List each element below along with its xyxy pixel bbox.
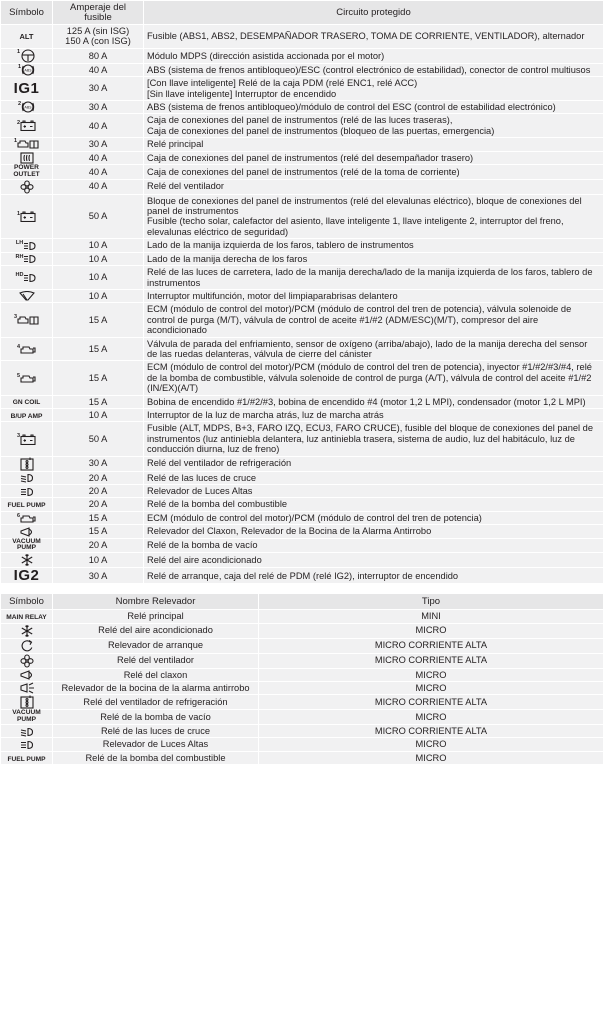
fuse-circuit: Relé de la bomba de vacío bbox=[144, 538, 603, 553]
header-type: Tipo bbox=[259, 594, 603, 610]
symbol-cell bbox=[1, 63, 53, 76]
fuse-amperage: 80 A bbox=[53, 48, 144, 63]
symbol-index: 3 bbox=[13, 313, 18, 320]
fuse-circuit: Relé de las luces de carretera, lado de la manija derecha/lado de la manija izquierda de los faros, tablero de instrumentos bbox=[144, 266, 603, 290]
symbol-cell bbox=[1, 695, 53, 710]
symbol-cell bbox=[1, 151, 53, 164]
symbol-cell bbox=[1, 252, 53, 265]
fuse-circuit: Relé del aire acondicionado bbox=[144, 553, 603, 568]
fuse-amperage: 30 A bbox=[53, 456, 144, 471]
wiper-icon bbox=[19, 291, 35, 302]
symbol-index: 2 bbox=[17, 101, 22, 108]
relay-name: Relé de la bomba de vacío bbox=[53, 710, 259, 725]
fuse-circuit: Válvula de parada del enfriamiento, sensor de oxígeno (arriba/abajo), lado de la manija derecha del sensor de las ruedas delanteras, válvula de cierre del cánister bbox=[144, 337, 603, 361]
fuse-circuit: ABS (sistema de frenos antibloqueo)/ESC (control electrónico de estabilidad), conector de control multiusos bbox=[144, 63, 603, 76]
battery-icon bbox=[17, 120, 36, 131]
symbol-cell bbox=[1, 289, 53, 302]
symbol-cell bbox=[1, 303, 53, 337]
symbol-label bbox=[1, 751, 53, 764]
symbol-label bbox=[1, 610, 53, 623]
fuse-table-body bbox=[1, 25, 603, 584]
header-circuit: Circuito protegido bbox=[144, 1, 603, 25]
header-amperage: Amperaje del fusible bbox=[53, 1, 144, 25]
headlamp-icon bbox=[16, 254, 38, 265]
fuse-circuit: Caja de conexiones del panel de instrumentos (relé de las luces traseras), Caja de conexiones del panel de instrumentos (bloqueo de las puertas, emergencia) bbox=[144, 114, 603, 138]
symbol-cell bbox=[1, 738, 53, 751]
header-relay-name: Nombre Relevador bbox=[53, 594, 259, 610]
fuse-circuit: ABS (sistema de frenos antibloqueo)/módulo de control del ESC (control de estabilidad electrónico) bbox=[144, 101, 603, 114]
horn-icon bbox=[19, 526, 35, 537]
symbol-text: IG1 bbox=[13, 80, 40, 98]
fuse-amperage: 40 A bbox=[53, 165, 144, 180]
ac-snowflake-icon bbox=[20, 624, 34, 638]
fuse-row bbox=[1, 77, 603, 101]
fuse-amperage: 30 A bbox=[53, 101, 144, 114]
svg-text:ABS: ABS bbox=[24, 68, 32, 73]
high-beam-icon bbox=[20, 486, 34, 497]
symbol-cell bbox=[1, 101, 53, 114]
relay-type: MICRO CORRIENTE ALTA bbox=[259, 725, 603, 738]
relay-type: MICRO CORRIENTE ALTA bbox=[259, 653, 603, 668]
relay-name: Relé de las luces de cruce bbox=[53, 725, 259, 738]
fuse-row bbox=[1, 194, 603, 239]
relay-row bbox=[1, 682, 603, 695]
fuse-row bbox=[1, 395, 603, 408]
symbol-index: 5 bbox=[16, 372, 21, 379]
cooling-fan-icon bbox=[20, 695, 34, 709]
fuse-row bbox=[1, 361, 603, 395]
steering-wheel-icon bbox=[17, 49, 36, 63]
fuse-amperage: 10 A bbox=[53, 289, 144, 302]
symbol-index: 1 bbox=[17, 64, 22, 71]
symbol-cell bbox=[1, 138, 53, 151]
fuse-row bbox=[1, 179, 603, 194]
symbol-text: POWER OUTLET bbox=[13, 164, 40, 178]
fuse-row bbox=[1, 151, 603, 164]
fuse-row bbox=[1, 289, 603, 302]
relay-row bbox=[1, 725, 603, 738]
symbol-cell bbox=[1, 725, 53, 738]
relay-type: MICRO CORRIENTE ALTA bbox=[259, 695, 603, 710]
symbol-index: LH bbox=[15, 240, 24, 247]
engine-icon bbox=[17, 373, 36, 383]
symbol-cell bbox=[1, 668, 53, 681]
engine-book-icon bbox=[14, 314, 39, 326]
fuse-amperage: 10 A bbox=[53, 239, 144, 252]
symbol-index: 2 bbox=[16, 120, 21, 127]
relay-name: Relé del aire acondicionado bbox=[53, 623, 259, 638]
starter-icon bbox=[20, 639, 34, 653]
fuse-amperage: 10 A bbox=[53, 252, 144, 265]
fuse-amperage: 40 A bbox=[53, 63, 144, 76]
cooling-fan-icon bbox=[20, 457, 34, 471]
relay-row bbox=[1, 751, 603, 764]
relay-table bbox=[0, 593, 603, 765]
fuse-amperage: 15 A bbox=[53, 395, 144, 408]
symbol-cell bbox=[1, 638, 53, 653]
symbol-cell bbox=[1, 194, 53, 239]
fuse-amperage: 30 A bbox=[53, 77, 144, 101]
symbol-text: MAIN RELAY bbox=[6, 614, 47, 622]
symbol-text: GN COIL bbox=[12, 399, 41, 407]
symbol-text: VACUUM PUMP bbox=[12, 709, 41, 724]
fuse-circuit: Caja de conexiones del panel de instrumentos (relé del desempañador trasero) bbox=[144, 151, 603, 164]
symbol-label bbox=[1, 395, 53, 408]
fuse-row bbox=[1, 63, 603, 76]
relay-type: MICRO bbox=[259, 623, 603, 638]
fuse-amperage: 50 A bbox=[53, 194, 144, 239]
symbol-index: 3 bbox=[16, 433, 21, 440]
relay-name: Relé de la bomba del combustible bbox=[53, 751, 259, 764]
battery-icon bbox=[17, 433, 36, 444]
fuse-amperage: 10 A bbox=[53, 408, 144, 421]
fuse-circuit: Relé del ventilador bbox=[144, 179, 603, 194]
symbol-cell bbox=[1, 653, 53, 668]
fuse-amperage: 40 A bbox=[53, 151, 144, 164]
symbol-label bbox=[1, 25, 53, 49]
abs-icon bbox=[18, 101, 35, 113]
relay-name: Relé del ventilador bbox=[53, 653, 259, 668]
relay-type: MICRO bbox=[259, 710, 603, 725]
header-symbol: Símbolo bbox=[1, 594, 53, 610]
fuse-row bbox=[1, 553, 603, 568]
symbol-cell bbox=[1, 239, 53, 252]
symbol-cell bbox=[1, 266, 53, 290]
fuse-row bbox=[1, 422, 603, 456]
relay-row bbox=[1, 738, 603, 751]
fuse-row bbox=[1, 471, 603, 484]
rear-defroster-icon bbox=[20, 152, 34, 164]
fuse-amperage: 20 A bbox=[53, 498, 144, 511]
relay-type: MICRO bbox=[259, 668, 603, 681]
symbol-index: 1 bbox=[16, 48, 21, 55]
symbol-cell bbox=[1, 361, 53, 395]
fuse-circuit: Relevador de Luces Altas bbox=[144, 485, 603, 498]
symbol-index: HD bbox=[15, 272, 24, 279]
fuse-circuit: Bloque de conexiones del panel de instrumentos (relé del elevalunas eléctrico), bloque de conexiones del panel de instrumentos Fusible (techo solar, calefactor del asiento, llave inteligente 1, llave inteligente 2, interruptor del freno, elevalunas eléctrico de seguridad) bbox=[144, 194, 603, 239]
symbol-index: 6 bbox=[16, 512, 21, 519]
fuse-amperage: 30 A bbox=[53, 138, 144, 151]
symbol-text: IG2 bbox=[13, 567, 40, 585]
fuse-circuit: Relé de la bomba del combustible bbox=[144, 498, 603, 511]
symbol-cell bbox=[1, 682, 53, 695]
low-beam-icon bbox=[20, 726, 34, 737]
fuse-row bbox=[1, 568, 603, 584]
fuse-amperage: 30 A bbox=[53, 568, 144, 584]
relay-row bbox=[1, 695, 603, 710]
fan-icon bbox=[20, 180, 34, 194]
symbol-label bbox=[1, 568, 53, 584]
symbol-cell bbox=[1, 48, 53, 63]
symbol-cell bbox=[1, 422, 53, 456]
relay-row bbox=[1, 623, 603, 638]
symbol-label bbox=[1, 498, 53, 511]
symbol-text: FUEL PUMP bbox=[7, 502, 46, 510]
relay-type: MICRO CORRIENTE ALTA bbox=[259, 638, 603, 653]
fuse-amperage: 40 A bbox=[53, 179, 144, 194]
fuse-amperage: 15 A bbox=[53, 525, 144, 538]
fuse-amperage: 125 A (sin ISG) 150 A (con ISG) bbox=[53, 25, 144, 49]
fuse-circuit: Relé principal bbox=[144, 138, 603, 151]
engine-book-icon bbox=[14, 138, 39, 150]
fuse-row bbox=[1, 485, 603, 498]
symbol-cell bbox=[1, 471, 53, 484]
low-beam-icon bbox=[20, 473, 34, 484]
symbol-cell bbox=[1, 485, 53, 498]
relay-name: Relé principal bbox=[53, 610, 259, 623]
symbol-index: 1 bbox=[16, 210, 21, 217]
symbol-cell bbox=[1, 553, 53, 568]
symbol-label bbox=[1, 77, 53, 101]
ac-snowflake-icon bbox=[20, 553, 34, 567]
relay-row bbox=[1, 668, 603, 681]
fuse-row bbox=[1, 498, 603, 511]
fuse-row bbox=[1, 25, 603, 49]
relay-row bbox=[1, 638, 603, 653]
symbol-label bbox=[1, 710, 53, 725]
fuse-row bbox=[1, 101, 603, 114]
fuse-amperage: 20 A bbox=[53, 471, 144, 484]
fuse-row bbox=[1, 165, 603, 180]
symbol-text: ALT bbox=[19, 31, 34, 41]
relay-name: Relevador de arranque bbox=[53, 638, 259, 653]
relay-name: Relevador de Luces Altas bbox=[53, 738, 259, 751]
fuse-amperage: 40 A bbox=[53, 114, 144, 138]
fuse-circuit: Fusible (ABS1, ABS2, DESEMPAÑADOR TRASERO, TOMA DE CORRIENTE, VENTILADOR), alternador bbox=[144, 25, 603, 49]
engine-icon bbox=[17, 513, 36, 523]
relay-type: MINI bbox=[259, 610, 603, 623]
fuse-circuit: Lado de la manija izquierda de los faros, tablero de instrumentos bbox=[144, 239, 603, 252]
abs-icon bbox=[18, 64, 35, 76]
fuse-amperage: 10 A bbox=[53, 553, 144, 568]
fuse-circuit: Relé de las luces de cruce bbox=[144, 471, 603, 484]
fuse-circuit: Caja de conexiones del panel de instrumentos (relé de la toma de corriente) bbox=[144, 165, 603, 180]
relay-type: MICRO bbox=[259, 738, 603, 751]
svg-text:ABS: ABS bbox=[24, 105, 32, 110]
fuse-row bbox=[1, 408, 603, 421]
fuse-amperage: 50 A bbox=[53, 422, 144, 456]
fuse-row bbox=[1, 456, 603, 471]
symbol-cell bbox=[1, 456, 53, 471]
fuse-row bbox=[1, 266, 603, 290]
fuse-amperage: 20 A bbox=[53, 538, 144, 553]
relay-table-body bbox=[1, 610, 603, 765]
symbol-text: VACUUM PUMP bbox=[12, 537, 41, 552]
fuse-row bbox=[1, 525, 603, 538]
fuse-row bbox=[1, 114, 603, 138]
fuse-circuit: Relé del ventilador de refrigeración bbox=[144, 456, 603, 471]
symbol-text: B/UP AMP bbox=[10, 412, 43, 420]
horn-icon bbox=[19, 670, 35, 681]
fuse-circuit: [Con llave inteligente] Relé de la caja PDM (relé ENC1, relé ACC) [Sin llave inteligente] Interruptor de encendido bbox=[144, 77, 603, 101]
symbol-cell bbox=[1, 525, 53, 538]
engine-icon bbox=[17, 344, 36, 354]
fuse-amperage: 15 A bbox=[53, 303, 144, 337]
fuse-amperage: 15 A bbox=[53, 337, 144, 361]
relay-row bbox=[1, 653, 603, 668]
symbol-cell bbox=[1, 623, 53, 638]
fuse-table-header bbox=[1, 1, 603, 25]
relay-row bbox=[1, 710, 603, 725]
fuse-row bbox=[1, 138, 603, 151]
fuse-circuit: Lado de la manija derecha de los faros bbox=[144, 252, 603, 265]
symbol-label bbox=[1, 165, 53, 180]
symbol-cell bbox=[1, 511, 53, 524]
fuse-circuit: Relé de arranque, caja del relé de PDM (relé IG2), interruptor de encendido bbox=[144, 568, 603, 584]
table-gap bbox=[0, 584, 603, 593]
alarm-horn-icon bbox=[19, 682, 35, 694]
symbol-text: FUEL PUMP bbox=[7, 755, 46, 763]
fuse-amperage: 15 A bbox=[53, 361, 144, 395]
battery-icon bbox=[17, 211, 36, 222]
fuse-circuit: Interruptor de la luz de marcha atrás, luz de marcha atrás bbox=[144, 408, 603, 421]
relay-name: Relé del claxon bbox=[53, 668, 259, 681]
fuse-amperage: 10 A bbox=[53, 266, 144, 290]
fuse-row bbox=[1, 337, 603, 361]
fan-icon bbox=[20, 654, 34, 668]
symbol-index: RH bbox=[15, 253, 24, 260]
relay-name: Relevador de la bocina de la alarma antirrobo bbox=[53, 682, 259, 695]
fuse-row bbox=[1, 239, 603, 252]
fuse-amperage: 15 A bbox=[53, 511, 144, 524]
fuse-row bbox=[1, 303, 603, 337]
fuse-circuit: ECM (módulo de control del motor)/PCM (módulo de control del tren de potencia), inyector #1/#2/#3/#4, relé de la bomba de combustible, válvula solenoide de control de purga (A/T), válvula de control del aceite #1/#2 (IN/EX)(A/T) bbox=[144, 361, 603, 395]
fuse-circuit: ECM (módulo de control del motor)/PCM (módulo de control del tren de potencia), válvula solenoide de control de purga (M/T), válvula de control de aceite #1/#2 (ADM/ESC)(M/T), compresor del aire acondicionado bbox=[144, 303, 603, 337]
relay-name: Relé del ventilador de refrigeración bbox=[53, 695, 259, 710]
relay-row bbox=[1, 610, 603, 623]
fuse-row bbox=[1, 538, 603, 553]
symbol-cell bbox=[1, 114, 53, 138]
symbol-label bbox=[1, 538, 53, 553]
high-beam-icon bbox=[20, 740, 34, 751]
fuse-row bbox=[1, 511, 603, 524]
symbol-index: 4 bbox=[16, 343, 21, 350]
fuse-circuit: Módulo MDPS (dirección asistida accionada por el motor) bbox=[144, 48, 603, 63]
relay-table-header bbox=[1, 594, 603, 610]
symbol-cell bbox=[1, 337, 53, 361]
fuse-circuit: Interruptor multifunción, motor del limpiaparabrisas delantero bbox=[144, 289, 603, 302]
symbol-cell bbox=[1, 179, 53, 194]
headlamp-icon bbox=[16, 240, 37, 251]
relay-type: MICRO bbox=[259, 751, 603, 764]
header-symbol: Símbolo bbox=[1, 1, 53, 25]
fuse-circuit: Fusible (ALT, MDPS, B+3, FARO IZQ, ECU3, FARO CRUCE), fusible del bloque de conexiones del panel de instrumentos (luz antiniebla delantera, luz antiniebla trasera, sistema de audio, luz del habitáculo, luz de conducción diurna, luz de freno) bbox=[144, 422, 603, 456]
fuse-circuit: Relevador del Claxon, Relevador de la Bocina de la Alarma Antirrobo bbox=[144, 525, 603, 538]
fuse-circuit: ECM (módulo de control del motor)/PCM (módulo de control del tren de potencia) bbox=[144, 511, 603, 524]
symbol-label bbox=[1, 408, 53, 421]
relay-type: MICRO bbox=[259, 682, 603, 695]
fuse-row bbox=[1, 252, 603, 265]
fuse-amperage: 20 A bbox=[53, 485, 144, 498]
headlamp-icon bbox=[16, 272, 38, 283]
symbol-index: 1 bbox=[13, 138, 18, 145]
fuse-row bbox=[1, 48, 603, 63]
fuse-circuit: Bobina de encendido #1/#2/#3, bobina de encendido #4 (motor 1,2 L MPI), condensador (motor 1,2 L MPI) bbox=[144, 395, 603, 408]
